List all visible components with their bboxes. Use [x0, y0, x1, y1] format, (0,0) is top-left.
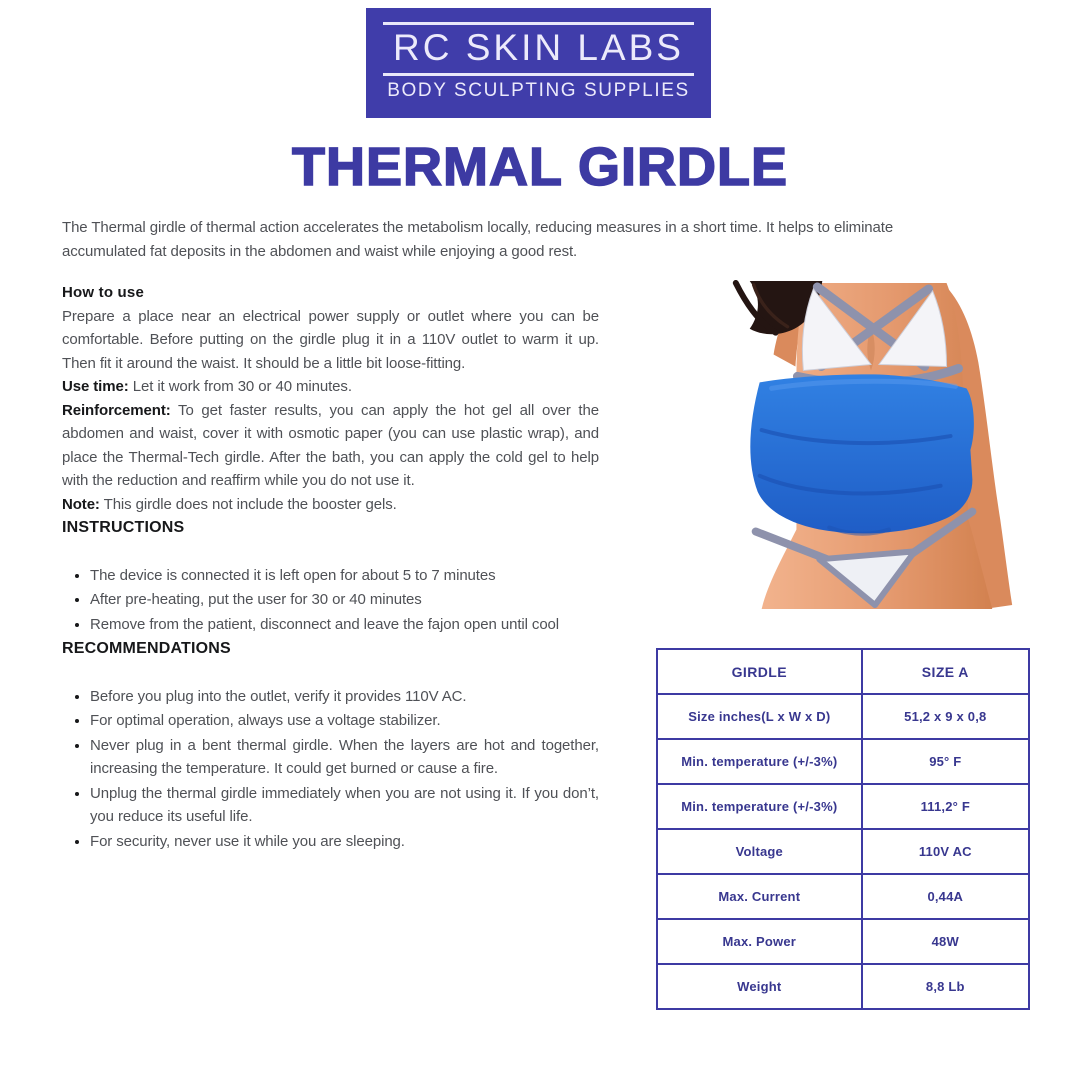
- thermal-girdle: [750, 374, 974, 533]
- list-item: • Never plug in a bent thermal girdle. When the layers are hot and together, increasing the temperature. It could get burned or cause a fire.: [90, 734, 599, 781]
- note-line: [62, 493, 599, 517]
- use-time-line: [62, 375, 599, 399]
- table-row: Max. Power 48W: [657, 919, 1029, 964]
- note-body: This girdle does not include the booster gels.: [103, 495, 397, 513]
- table-header-size: SIZE A: [862, 649, 1029, 694]
- table-row: Max. Current 0,44A: [657, 874, 1029, 919]
- table-row: Min. temperature (+/-3%) 111,2° F: [657, 784, 1029, 829]
- recommendations-heading: RECOMMENDATIONS: [62, 640, 231, 657]
- brand-logo: [366, 8, 711, 118]
- list-item: • For security, never use it while you are sleeping.: [90, 830, 599, 854]
- list-item: • For optimal operation, always use a voltage stabilizer.: [90, 709, 599, 733]
- table-header-row: [657, 649, 1029, 694]
- table-row: Voltage 110V AC: [657, 829, 1029, 874]
- use-time-body: Let it work from 30 or 40 minutes.: [132, 378, 352, 395]
- logo-top-rule: [383, 22, 694, 25]
- reinforcement-body: To get faster results, you can apply the hot gel all over the abdomen and waist, cover it with osmotic paper (you can use plastic wrap), and place the Thermal-Tech girdle. After the bath, you can apply the cold gel to help with the reduction and reaffirm while you do not use it.: [62, 401, 599, 489]
- instructions-list: [62, 564, 599, 637]
- content-column: [62, 281, 599, 854]
- logo-brand-name: RC SKIN LABS: [393, 27, 684, 69]
- list-item: • Before you plug into the outlet, verify it provides 110V AC.: [90, 685, 599, 709]
- spec-table: [656, 648, 1030, 1010]
- table-row: Min. temperature (+/-3%) 95° F: [657, 739, 1029, 784]
- product-photo: [702, 280, 1040, 610]
- page-title: THERMAL GIRDLE: [292, 137, 788, 197]
- product-photo-illustration: [702, 280, 1040, 610]
- list-item: • The device is connected it is left open for about 5 to 7 minutes: [90, 564, 599, 588]
- how-to-use-body: Prepare a place near an electrical power supply or outlet where you can be comfortable. Before putting on the girdle plug it in a 110V outlet to warm it up. Then fit it around the waist. It should be a little bit loose-fitting.: [62, 307, 599, 372]
- note-label: Note:: [62, 495, 100, 513]
- logo-middle-rule: [383, 73, 694, 76]
- table-row: Weight 8,8 Lb: [657, 964, 1029, 1009]
- list-item: • After pre-heating, put the user for 30 or 40 minutes: [90, 588, 599, 612]
- table-row: Size inches(L x W x D) 51,2 x 9 x 0,8: [657, 694, 1029, 739]
- intro-paragraph: The Thermal girdle of thermal action accelerates the metabolism locally, reducing measures in a short time. It helps to eliminate accumulated fat deposits in the abdomen and waist while enjoying a good rest.: [62, 219, 894, 260]
- logo-tagline: BODY SCULPTING SUPPLIES: [387, 79, 690, 101]
- how-to-use-heading: How to use: [62, 284, 145, 301]
- instructions-heading: INSTRUCTIONS: [62, 519, 185, 536]
- list-item: • Remove from the patient, disconnect and leave the fajon open until cool: [90, 613, 599, 637]
- reinforcement-label: Reinforcement:: [62, 401, 171, 419]
- recommendations-list: [62, 685, 599, 854]
- reinforcement-paragraph: [62, 399, 599, 493]
- list-item: • Unplug the thermal girdle immediately when you are not using it. If you don’t, you reduce its useful life.: [90, 782, 599, 829]
- table-header-girdle: GIRDLE: [657, 649, 862, 694]
- use-time-label: Use time:: [62, 378, 129, 395]
